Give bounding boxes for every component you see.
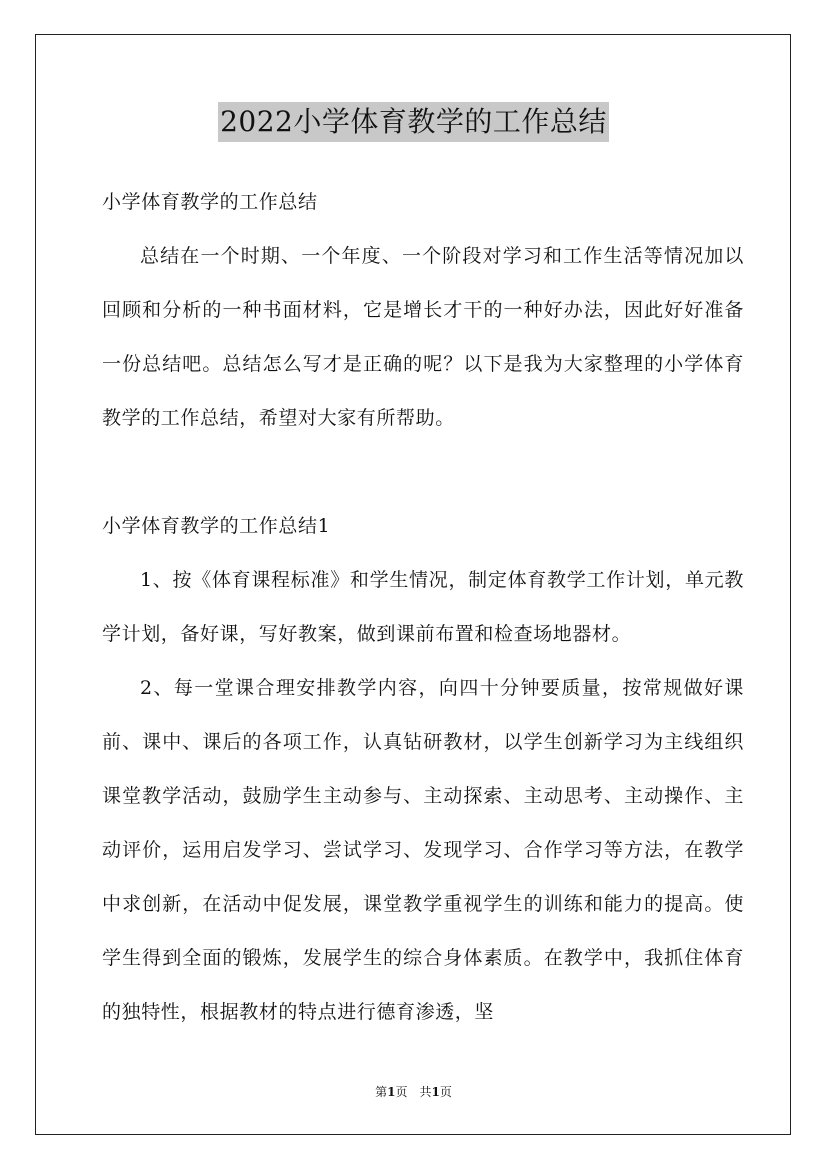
document-body	[102, 175, 744, 1039]
body-paragraph: 2、每一堂课合理安排教学内容，向四十分钟要质量，按常规做好课前、课中、课后的各项工作，认真钻研教材，以学生创新学习为主线组织课堂教学活动，鼓励学生主动参与、主动探索、主动思考、主动操作、主动评价，运用启发学习、尝试学习、发现学习、合作学习等方法，在教学中求创新，在活动中促发展，课堂教学重视学生的训练和能力的提高。使学生得到全面的锻炼，发展学生的综合身体素质。在教学中，我抓住体育的独特性，根据教材的特点进行德育渗透，坚	[102, 677, 744, 1023]
title-container	[0, 102, 827, 142]
page-label-mid: 页 共	[395, 1085, 432, 1099]
section-spacer	[102, 445, 744, 499]
page-total: 1	[431, 1085, 440, 1099]
section-heading: 小学体育教学的工作总结1	[102, 515, 331, 537]
page-label-prefix: 第	[375, 1085, 388, 1099]
document-title: 2022小学体育教学的工作总结	[218, 102, 609, 142]
body-paragraph: 1、按《体育课程标准》和学生情况，制定体育教学工作计划，单元教学计划，备好课，写好教案，做到课前布置和检查场地器材。	[102, 569, 744, 645]
intro-paragraph: 总结在一个时期、一个年度、一个阶段对学习和工作生活等情况加以回顾和分析的一种书面材料，它是增长才干的一种好办法，因此好好准备一份总结吧。总结怎么写才是正确的呢？以下是我为大家整理的小学体育教学的工作总结，希望对大家有所帮助。	[102, 245, 744, 429]
subheading: 小学体育教学的工作总结	[102, 191, 318, 213]
page-current: 1	[387, 1085, 396, 1099]
page-label-suffix: 页	[439, 1085, 452, 1099]
page-footer	[0, 1083, 827, 1101]
